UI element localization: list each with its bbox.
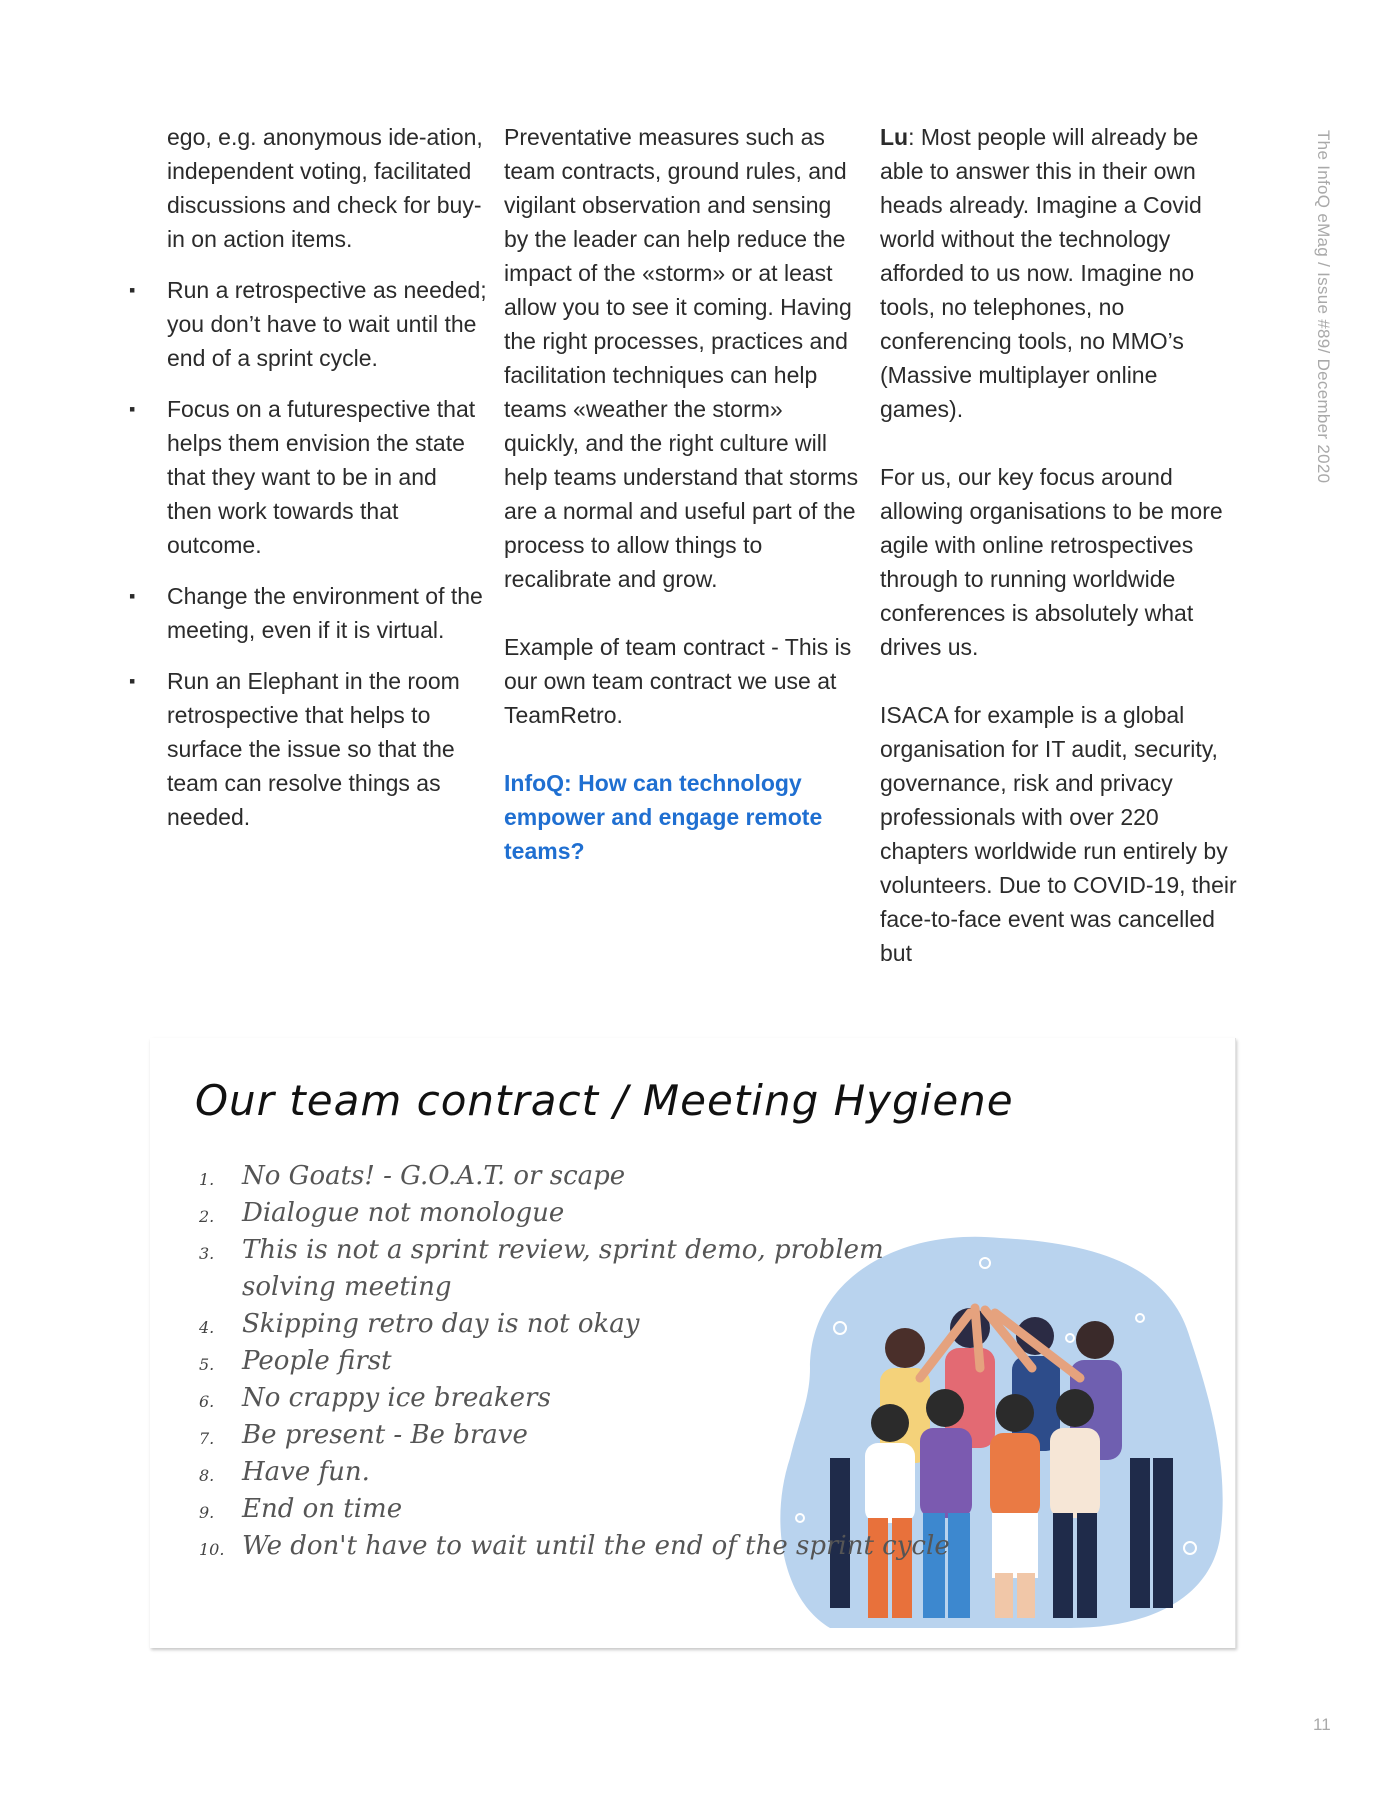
rule-number: 3. xyxy=(199,1244,215,1263)
bullet-text: Run an Elephant in the room retrospective that helps to surface the issue so that the team can resolve things as needed. xyxy=(167,668,460,830)
contract-rule xyxy=(195,1306,975,1343)
rule-number: 2. xyxy=(199,1207,215,1226)
contract-rule xyxy=(195,1195,975,1232)
speaker-name: Lu xyxy=(880,124,909,150)
page-number: 11 xyxy=(1313,1715,1331,1734)
contract-rule xyxy=(195,1528,975,1565)
bullet-item xyxy=(129,392,487,562)
rule-number: 8. xyxy=(199,1466,215,1485)
bullet-square-icon: ▪ xyxy=(129,671,136,691)
rule-text: People first xyxy=(242,1346,392,1376)
rule-text: End on time xyxy=(242,1494,403,1524)
rule-number: 9. xyxy=(199,1503,215,1522)
rule-text: Skipping retro day is not okay xyxy=(242,1309,640,1339)
bullet-text: Change the environment of the meeting, even if it is virtual. xyxy=(167,583,483,643)
rule-text: Dialogue not monologue xyxy=(242,1198,565,1228)
team-contract-slide xyxy=(150,1038,1236,1648)
issue-sidebar-label: The InfoQ eMag / Issue #89/ December 2020 xyxy=(1314,130,1333,484)
column-2 xyxy=(504,120,859,868)
column-3 xyxy=(880,120,1240,970)
rule-text: No Goats! - G.O.A.T. or scape xyxy=(242,1161,626,1191)
col3-paragraph-1 xyxy=(880,120,1240,426)
rule-number: 10. xyxy=(199,1540,225,1559)
rule-number: 1. xyxy=(199,1170,215,1189)
interview-question: InfoQ: How can technology empower and engage remote teams? xyxy=(504,770,823,864)
rule-number: 7. xyxy=(199,1429,215,1448)
contract-rule xyxy=(195,1158,975,1195)
bullet-item xyxy=(129,664,487,834)
bullet-square-icon: ▪ xyxy=(129,280,136,300)
contract-rule xyxy=(195,1380,975,1417)
col3-paragraph-2: For us, our key focus around allowing organisations to be more agile with online retrospectives through to running worldwide conferences is absolutely what drives us. xyxy=(880,464,1223,660)
bullet-item xyxy=(129,273,487,375)
contract-rule xyxy=(195,1454,975,1491)
contract-rule xyxy=(195,1343,975,1380)
contract-rule xyxy=(195,1232,975,1306)
col3-paragraph-1-text: : Most people will already be able to answer this in their own heads already. Imagine a Covid world without the technology afforded to us now. Imagine no tools, no telephones, no conferencing tools, no MMO’s (Massive multiplayer online games). xyxy=(880,124,1202,422)
rule-text: Have fun. xyxy=(242,1457,370,1487)
bullet-text: Focus on a futurespective that helps them envision the state that they want to be in and then work towards that outcome. xyxy=(167,396,476,558)
col3-paragraph-3: ISACA for example is a global organisation for IT audit, security, governance, risk and privacy professionals with over 220 chapters worldwide run entirely by volunteers. Due to COVID-19, their face-to-face event was cancelled but xyxy=(880,702,1237,966)
contract-rule xyxy=(195,1417,975,1454)
col2-paragraph-1: Preventative measures such as team contracts, ground rules, and vigilant observation and sensing by the leader can help reduce the impact of the «storm» or at least allow you to see it coming. Having the right processes, practices and facilitation techniques can help teams «weather the storm» quickly, and the right culture will help teams understand that storms are a normal and useful part of the process to allow things to recalibrate and grow. xyxy=(504,124,859,592)
rule-text: We don't have to wait until the end of the sprint cycle xyxy=(242,1531,950,1561)
rule-number: 4. xyxy=(199,1318,215,1337)
slide-title: Our team contract / Meeting Hygiene xyxy=(195,1076,1014,1125)
rule-text: Be present - Be brave xyxy=(242,1420,528,1450)
rule-number: 5. xyxy=(199,1355,215,1374)
bullet-square-icon: ▪ xyxy=(129,399,136,419)
col1-intro: ego, e.g. anonymous ide-ation, independent voting, facilitated discussions and check for buy-in on action items. xyxy=(167,124,483,252)
bullet-item xyxy=(129,579,487,647)
contract-rules-list xyxy=(195,1158,975,1565)
column-1 xyxy=(129,120,487,834)
rule-text: No crappy ice breakers xyxy=(242,1383,551,1413)
contract-rule xyxy=(195,1491,975,1528)
rule-text: This is not a sprint review, sprint demo, problem solving meeting xyxy=(242,1235,884,1302)
col2-paragraph-2: Example of team contract - This is our own team contract we use at TeamRetro. xyxy=(504,634,852,728)
bullet-text: Run a retrospective as needed; you don’t have to wait until the end of a sprint cycle. xyxy=(167,277,487,371)
bullet-square-icon: ▪ xyxy=(129,586,136,606)
rule-number: 6. xyxy=(199,1392,215,1411)
